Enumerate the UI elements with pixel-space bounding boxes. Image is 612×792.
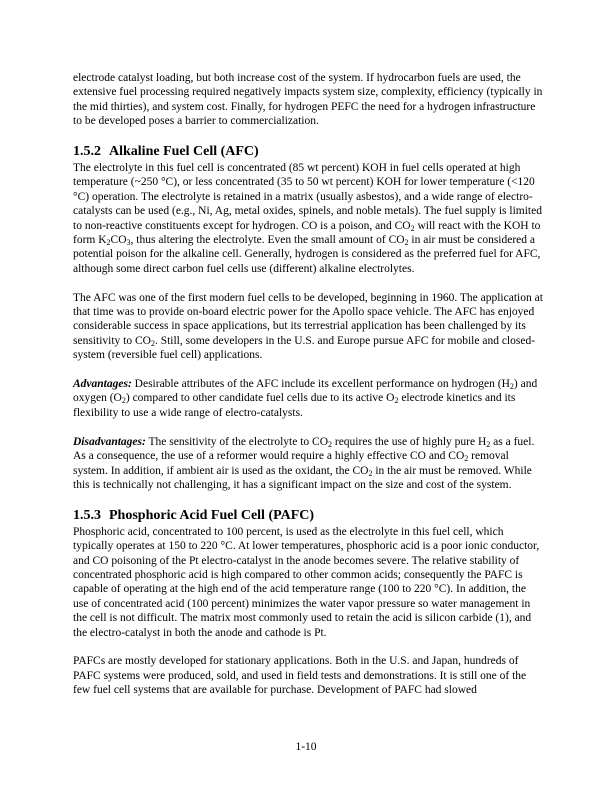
afc-advantages-paragraph: Advantages: Desirable attributes of the AFC include its excellent performance on hydrogen $(H_2)$ and oxygen $(O_2)$ compared to other candidate fuel cells due to its active $O_2$ electrode kinetics and its flexibility to use a wide range of electro-catalysts. — [73, 378, 538, 419]
intro-paragraph: electrode catalyst loading, but both increase cost of the system. If hydrocarbon fuels are used, the extensive fuel processing required negatively impacts system size, complexity, efficiency (typically in the mid thirties), and system cost. Finally, for hydrogen PEFC the need for a hydrogen infrastructure to be developed poses a barrier to commercialization. — [73, 72, 543, 128]
disadvantages-label: Disadvantages: — [73, 435, 146, 448]
advantages-label: Advantages: — [73, 378, 132, 391]
pafc-section-number: 1.5.3 — [73, 507, 101, 523]
afc-paragraph-electrolyte: The electrolyte in this fuel cell is concentrated (85 wt percent) KOH in fuel cells operated at high temperature (~250 °C), or less concentrated (35 to 50 wt percent) KOH for lower temperature (<120 °C) operation. The electrolyte is retained in a matrix (usually asbestos), and a wide range of electro-catalysts can be used (e.g., Ni, Ag, metal oxides, spinels, and noble metals). The fuel supply is limited to non-reactive constituents except for hydrogen. CO is a poison, and $CO_2$ will react with the KOH to form $K_2CO_3$, thus altering the electrolyte. Even the small amount of $CO_2$ in air must be considered a potential poison for the alkaline cell. Generally, hydrogen is considered as the preferred fuel for AFC, although some direct carbon fuel cells use (different) alkaline electrolytes. — [73, 162, 542, 275]
pafc-section-heading — [73, 507, 543, 524]
afc-section-heading — [73, 143, 543, 160]
afc-paragraph-history: The AFC was one of the first modern fuel cells to be developed, beginning in 1960. The application at that time was to provide on-board electric power for the Apollo space vehicle. The AFC has enjoyed considerable success in space applications, but its terrestrial application has been challenged by its sensitivity to $CO_2$. Still, some developers in the U.S. and Europe pursue AFC for mobile and closed-system (reversible fuel cell) applications. — [73, 291, 543, 362]
afc-section-number: 1.5.2 — [73, 144, 101, 160]
pafc-section-title: Phosphoric Acid Fuel Cell (PAFC) — [109, 507, 315, 523]
pafc-paragraph-applications: PAFCs are mostly developed for stationary applications. Both in the U.S. and Japan, hundreds of PAFC systems were produced, sold, and used in field tests and demonstrations. It is still one of the few fuel cell systems that are available for purchase. Development of PAFC had slowed — [73, 655, 527, 697]
page-body — [73, 71, 543, 712]
afc-disadvantages-paragraph: Disadvantages: The sensitivity of the electrolyte to $CO_2$ requires the use of highly pure $H_2$ as a fuel. As a consequence, the use of a reformer would require a highly effective CO and $CO_2$ removal system. In addition, if ambient air is used as the oxidant, the $CO_2$ in the air must be removed. While this is technically not challenging, it has a significant impact on the size and cost of the system. — [73, 435, 535, 491]
afc-section-title: Alkaline Fuel Cell (AFC) — [109, 144, 259, 160]
page-number: 1-10 — [295, 741, 317, 753]
pafc-paragraph-electrolyte: Phosphoric acid, concentrated to 100 percent, is used as the electrolyte in this fuel cell, which typically operates at 150 to 220 °C. At lower temperatures, phosphoric acid is a poor ionic conductor, and CO poisoning of the Pt electro-catalyst in the anode becomes severe. The relative stability of concentrated phosphoric acid is high compared to other common acids; consequently the PAFC is capable of operating at the high end of the acid temperature range (100 to 220 °C). In addition, the use of concentrated acid (100 percent) minimizes the water vapor pressure so water management in the cell is not difficult. The matrix most commonly used to retain the acid is silicon carbide (1), and the electro-catalyst in both the anode and cathode is Pt. — [73, 525, 540, 639]
